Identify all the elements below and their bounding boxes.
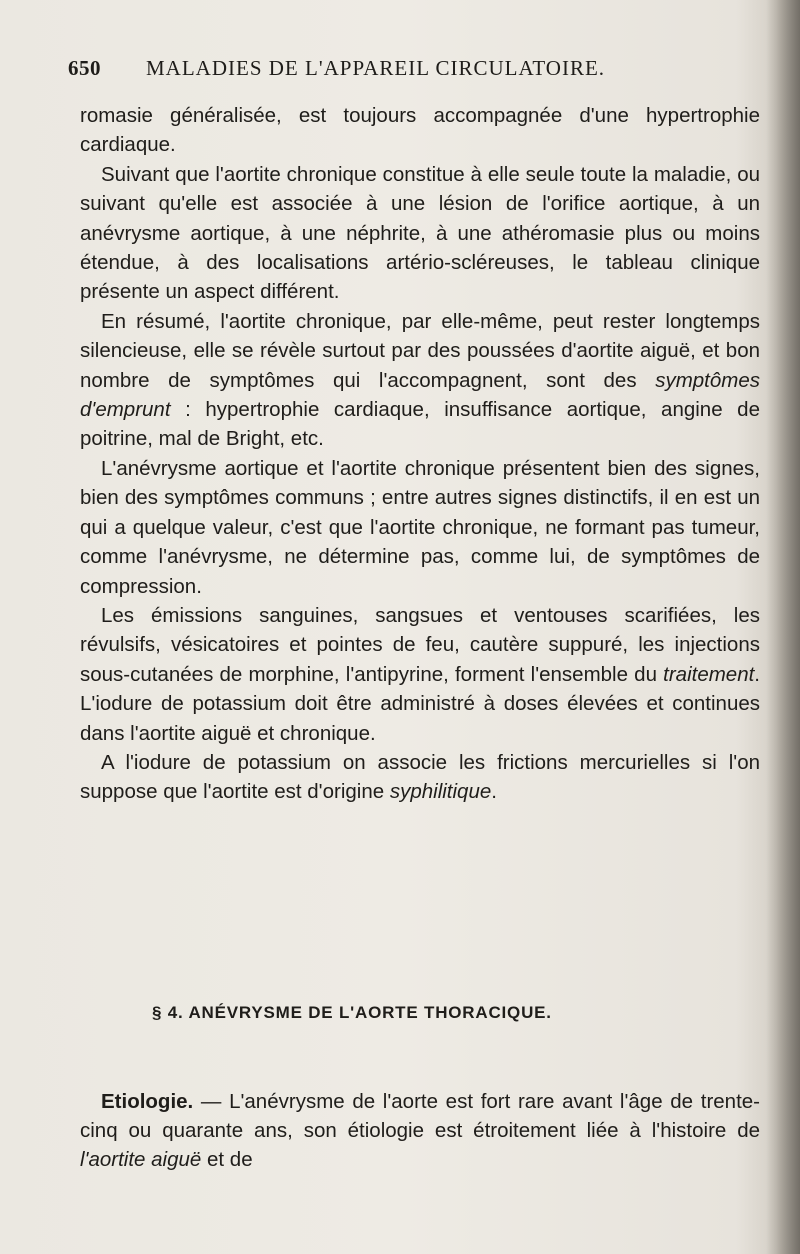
- page-edge-shadow: [766, 0, 800, 1254]
- summary-text-end: : hypertrophie cardiaque, insuffisance aortique, angine de poitrine, mal de Bright, etc.: [80, 398, 760, 451]
- body-text: [80, 101, 760, 807]
- paragraph-continuation: romasie généralisée, est toujours accompagnée d'une hypertrophie cardiaque.: [80, 104, 760, 157]
- etiology-text-start: — L'anévrysme de l'aorte est fort rare avant l'âge de trente-cinq ou quarante ans, son étiologie est étroitement liée à l'histoire de: [80, 1090, 760, 1142]
- paragraph-aortite-forms: Suivant que l'aortite chronique constitue à elle seule toute la maladie, ou suivant qu'elle est associée à une lésion de l'orifice aortique, à un anévrysme aortique, à une néphrite, à une athéromasie plus ou moins étendue, à des localisations artério-scléreuses, le tableau clinique présente un aspect différent.: [80, 162, 760, 304]
- paragraph-differential: L'anévrysme aortique et l'aortite chronique présentent bien des signes, bien des symptômes communs ; entre autres signes distinctifs, il en est un qui a quelque valeur, c'est que l'aortite chronique, ne formant pas tumeur, comme l'anévrysme, ne détermine pas, comme lui, de symptômes de compression.: [80, 456, 760, 598]
- paragraph-treatment: [80, 601, 760, 748]
- paragraph-iodure: [80, 748, 760, 807]
- iodure-text-start: A l'iodure de potassium on associe les frictions mercurielles si l'on suppose que l'aortite est d'origine: [80, 750, 760, 804]
- syphilitic-emphasis: syphilitique: [389, 780, 492, 804]
- section-heading: § 4. ANÉVRYSME DE L'AORTE THORACIQUE.: [152, 1003, 552, 1022]
- symptoms-emphasis: symptômes d'emprunt: [80, 368, 760, 422]
- running-head: [68, 56, 758, 86]
- etiology-text: [80, 1087, 760, 1174]
- paragraph-summary: [80, 307, 760, 454]
- acute-aortitis-emphasis: l'aortite aiguë: [80, 1148, 202, 1171]
- page-number: 650: [68, 56, 101, 80]
- treatment-emphasis: traitement: [663, 662, 755, 686]
- iodure-text-end: .: [491, 780, 497, 804]
- treatment-text-start: Les émissions sanguines, sangsues et ventouses scarifiées, les révulsifs, vésicatoires et pointes de feu, cautère suppuré, les injections sous-cutanées de morphine, l'antipyrine, forment l'ensemble du: [80, 603, 760, 686]
- running-title: MALADIES DE L'APPAREIL CIRCULATOIRE.: [146, 56, 606, 80]
- treatment-text-end: . L'iodure de potassium doit être administré à doses élevées et continues dans l'aortite aiguë et chronique.: [80, 662, 760, 745]
- paragraph-etiology: [80, 1087, 760, 1174]
- etiology-text-end: et de: [201, 1148, 253, 1171]
- etiology-lead: Etiologie.: [101, 1090, 194, 1113]
- summary-text-start: En résumé, l'aortite chronique, par elle-même, peut rester longtemps silencieuse, elle se révèle surtout par des poussées d'aortite aiguë, et bon nombre de symptômes qui l'accompagnent, sont des: [80, 309, 760, 392]
